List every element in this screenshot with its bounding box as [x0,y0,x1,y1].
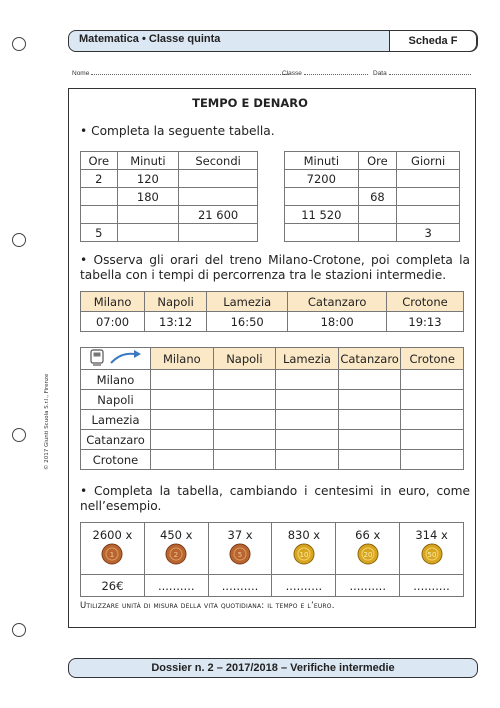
cell[interactable] [358,206,397,224]
grid-cell[interactable] [213,390,276,410]
grid-cell[interactable] [213,430,276,450]
grid-cell[interactable] [401,370,464,390]
cell[interactable]: 7200 [285,170,359,188]
station-3: Catanzaro [288,292,387,312]
time-2: 16:50 [207,312,288,332]
station-2: Lamezia [207,292,288,312]
cell[interactable] [117,224,179,242]
th-right-0: Minuti [285,152,359,170]
grid-col-1: Napoli [213,348,276,370]
nome-label: Nome [72,70,90,77]
grid-col-2: Lamezia [276,348,339,370]
coin-label-5: 314 x [415,528,448,542]
copyright-notice: © 2017 Giunti Scuola S.r.l., Firenze [44,373,50,470]
grid-row-0: Milano [81,370,151,390]
cell[interactable] [117,206,179,224]
coin-10-cent-icon [292,542,316,566]
footer-bar: Dossier n. 2 – 2017/2018 – Verifiche intermedie [68,658,478,678]
meta-data [373,68,471,77]
coin-label-0: 2600 x [92,528,133,542]
grid-cell[interactable] [276,410,339,430]
coin-value-3: 10 [299,551,309,559]
cell[interactable] [81,206,118,224]
grid-cell[interactable] [213,450,276,470]
grid-col-4: Crotone [401,348,464,370]
grid-cell[interactable] [401,450,464,470]
station-0: Milano [81,292,145,312]
grid-corner [81,348,151,370]
cell[interactable] [397,170,460,188]
grid-cell[interactable] [338,430,401,450]
coin-result-2[interactable]: .......... [208,575,272,597]
th-left-0: Ore [81,152,118,170]
cell[interactable]: 180 [117,188,179,206]
coin-cell-2 [208,523,272,575]
grid-cell[interactable] [338,450,401,470]
classe-label: Classe [282,70,302,77]
grid-cell[interactable] [401,430,464,450]
cell[interactable] [285,224,359,242]
grid-cell[interactable] [276,370,339,390]
coin-value-0: 1 [110,551,115,559]
data-label: Data [373,70,387,77]
coin-label-1: 450 x [160,528,193,542]
grid-cell[interactable] [151,430,214,450]
station-4: Crotone [386,292,463,312]
ex1-table-right [284,151,460,242]
coin-cell-1 [144,523,208,575]
coin-1-cent-icon [100,542,124,566]
cell[interactable]: 11 520 [285,206,359,224]
grid-cell[interactable] [276,430,339,450]
coin-cell-0 [81,523,145,575]
coin-result-5[interactable]: .......... [400,575,464,597]
cell[interactable]: 21 600 [179,206,258,224]
time-3: 18:00 [288,312,387,332]
cell[interactable] [358,170,397,188]
grid-cell[interactable] [151,410,214,430]
cell[interactable] [397,188,460,206]
coin-5-cent-icon [228,542,252,566]
th-right-2: Giorni [397,152,460,170]
coin-value-2: 5 [237,551,243,559]
cell[interactable]: 68 [358,188,397,206]
page-title: TEMPO E DENARO [192,96,308,110]
coin-result-4[interactable]: .......... [336,575,400,597]
grid-col-3: Catanzaro [338,348,401,370]
grid-row-2: Lamezia [81,410,151,430]
binder-hole-2 [12,233,26,247]
meta-classe [282,68,368,77]
time-0: 07:00 [81,312,145,332]
cell[interactable]: 2 [81,170,118,188]
time-4: 19:13 [386,312,463,332]
coin-value-1: 2 [174,551,179,559]
th-left-2: Secondi [179,152,258,170]
grid-cell[interactable] [151,370,214,390]
binder-hole-4 [12,623,26,637]
grid-row-3: Catanzaro [81,430,151,450]
cell[interactable] [285,188,359,206]
cell[interactable] [179,224,258,242]
coin-result-0: 26€ [81,575,145,597]
ex1-instruction: • Completa la seguente tabella. [80,124,275,138]
ex1-table-left [80,151,258,242]
header-bar [68,30,478,52]
coin-result-3[interactable]: .......... [272,575,336,597]
grid-cell[interactable] [401,390,464,410]
cell[interactable] [81,188,118,206]
data-field[interactable] [389,68,471,75]
grid-cell[interactable] [151,450,214,470]
grid-cell[interactable] [276,390,339,410]
coin-table [80,522,464,597]
station-1: Napoli [145,292,207,312]
grid-row-4: Crotone [81,450,151,470]
coin-cell-4 [336,523,400,575]
coin-value-5: 50 [427,551,437,559]
cell[interactable] [179,188,258,206]
grid-cell[interactable] [401,410,464,430]
cell[interactable]: 3 [397,224,460,242]
coin-50-cent-icon [420,542,444,566]
coin-20-cent-icon [356,542,380,566]
subject-label: Matematica • Classe quinta [79,33,221,45]
cell[interactable] [179,170,258,188]
th-right-1: Ore [358,152,397,170]
binder-hole-1 [12,37,26,51]
grid-cell[interactable] [213,370,276,390]
classe-field[interactable] [304,68,368,75]
ex3-instruction: • Completa la tabella, cambiando i centesimi in euro, come nell’esempio. [80,484,470,513]
grid-cell[interactable] [213,410,276,430]
cell[interactable] [397,206,460,224]
train-arrow-icon [87,348,145,366]
learning-objective: Utilizzare unità di misura della vita quotidiana: il tempo e l’euro. [80,601,335,611]
coin-label-3: 830 x [287,528,321,542]
ex2-instruction: • Osserva gli orari del treno Milano-Crotone, poi completa la tabella con i tempi di percorrenza tra le stazioni intermedie. [80,253,470,282]
grid-cell[interactable] [151,390,214,410]
binder-hole-3 [12,428,26,442]
coin-cell-5 [400,523,464,575]
th-left-1: Minuti [117,152,179,170]
sheet-label: Scheda F [389,30,477,52]
coin-label-2: 37 x [227,528,253,542]
meta-nome [72,68,289,77]
grid-row-1: Napoli [81,390,151,410]
grid-cell[interactable] [338,390,401,410]
coin-result-1[interactable]: .......... [144,575,208,597]
grid-col-0: Milano [151,348,214,370]
grid-cell[interactable] [338,370,401,390]
timetable [80,291,464,332]
coin-cell-3 [272,523,336,575]
grid-cell[interactable] [276,450,339,470]
coin-2-cent-icon [164,542,188,566]
cell[interactable] [358,224,397,242]
cell[interactable]: 120 [117,170,179,188]
grid-cell[interactable] [338,410,401,430]
nome-field[interactable] [91,68,289,75]
cell[interactable]: 5 [81,224,118,242]
coin-value-4: 20 [363,551,373,559]
coin-label-4: 66 x [355,528,381,542]
time-1: 13:12 [145,312,207,332]
travel-time-grid [80,347,464,470]
